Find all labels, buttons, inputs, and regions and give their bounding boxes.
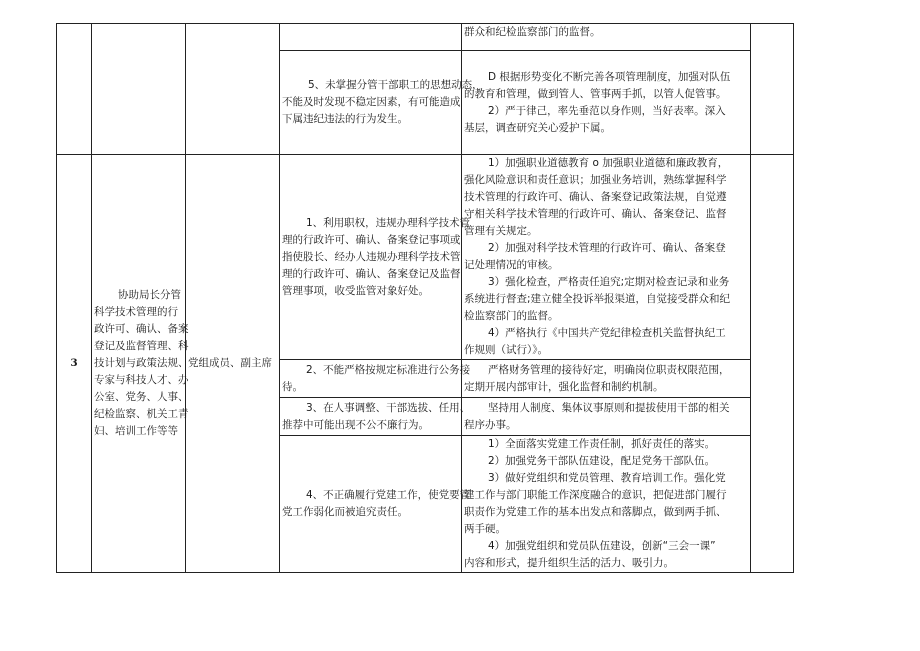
risk-line: 不能及时发现不稳定因素，有可能造成: [282, 96, 461, 108]
measure-line: D 根据形势变化不断完善各项管理制度，加强对队伍: [488, 70, 731, 83]
remark-cell: [751, 155, 794, 573]
measure-line: 职责作为党建工作的基本出发点和落脚点，做到两手抓、: [464, 506, 727, 518]
measure-cell: [462, 51, 751, 155]
risk-line: 指使股长、经办人违规办理科学技术管: [282, 250, 461, 263]
measure-line: 记处理情况的审核。: [464, 259, 559, 271]
number-cell: [57, 24, 92, 155]
measure-line: 2）严于律己，率先垂范以身作则，当好表率。深入: [488, 104, 726, 117]
item-number: 3: [57, 155, 92, 573]
measure-line: 1）加强职业道德教育 o 加强职业道德和廉政教育，: [488, 157, 729, 169]
measure-line: 基层，调查研究关心爱护下属。: [464, 121, 611, 134]
risk-line: 3、在人事调整、干部选拔、任用、: [306, 401, 471, 414]
scope-line: 登记及监督管理、科: [94, 340, 189, 352]
measure-line: 的教育和管理，做到管人、管事两手抓，以管人促管事。: [464, 87, 727, 100]
table-row: [57, 24, 794, 51]
risk-cell: [280, 360, 471, 398]
measure-cell: [462, 24, 751, 51]
measure-line: 严格财务管理的接待好定，明确岗位职责权限范围，: [488, 363, 730, 376]
measure-line: 2）加强党务干部队伍建设，配足党务干部队伍。: [488, 455, 716, 467]
measure-cell: [462, 436, 751, 573]
risk-line: 理的行政许可、确认、备案登记及监督: [282, 267, 461, 280]
risk-line: 1、利用职权，违规办理科学技术管: [306, 216, 471, 229]
scope-cell: [92, 155, 189, 573]
risk-line: 待。: [282, 380, 303, 393]
risk-line: 下属违纪违法的行为发生。: [282, 113, 408, 125]
risk-cell: [280, 436, 471, 573]
table-row: [57, 155, 794, 360]
risk-control-table: [56, 23, 794, 573]
measure-line: 4）严格执行《中国共产党纪律检查机关监督执纪工: [488, 327, 726, 339]
measure-cell: [462, 398, 751, 436]
scope-line: 专家与科技人才、办: [94, 374, 189, 386]
scope-line: 妇、培训工作等等: [94, 425, 178, 437]
measure-line: 3）强化检查，严格责任追究;定期对检查记录和业务: [488, 276, 730, 288]
risk-cell: [280, 51, 483, 155]
scope-cell: [92, 24, 186, 155]
measure-line: 作规则（试行）》。: [464, 344, 548, 356]
risk-line: 4、不正确履行党建工作，使党要管: [306, 489, 471, 501]
scope-line: 政许可、确认、备案: [94, 323, 189, 335]
measure-line: 两手硬。: [464, 523, 506, 535]
measure-line: 4）加强党组织和党员队伍建设，创新“三会一课”: [488, 540, 716, 552]
measure-line: 程序办事。: [464, 418, 517, 431]
measure-line: 3）做好党组织和党员管理、教育培训工作。强化党: [488, 472, 726, 484]
measure-line: 2）加强对科学技术管理的行政许可、确认、备案登: [488, 242, 726, 254]
measure-line: 守相关科学技术管理的行政许可、确认、备案登记、监督: [464, 208, 727, 220]
measure-line: 群众和纪检监察部门的监督。: [464, 26, 601, 38]
measure-line: 检监察部门的监督。: [464, 310, 559, 322]
measure-cell: [462, 155, 751, 360]
risk-line: 5、未掌握分管干部职工的思想动态，: [308, 79, 483, 91]
measure-line: 坚持用人制度、集体议事原则和提拔使用干部的相关: [488, 401, 730, 414]
post-cell: 党组成员、副主席: [186, 155, 280, 573]
risk-cell: [280, 155, 471, 360]
risk-line: 理的行政许可、确认、备案登记事项或: [282, 233, 461, 246]
risk-line: 管理事项，收受监管对象好处。: [282, 284, 429, 297]
scope-line: 协助局长分管: [118, 289, 181, 301]
scope-line: 科学技术管理的行: [94, 306, 178, 318]
scope-line: 技计划与政策法规、: [94, 357, 189, 369]
risk-cell: [280, 24, 462, 51]
risk-line: 推荐中可能出现不公不廉行为。: [282, 418, 429, 431]
measure-line: 1）全面落实党建工作责任制，抓好责任的落实。: [488, 438, 716, 450]
measure-line: 强化风险意识和责任意识；加强业务培训，熟练掌握科学: [464, 174, 727, 186]
risk-line: 2、不能严格按规定标准进行公务接: [306, 363, 471, 376]
risk-cell: [280, 398, 471, 436]
risk-line: 党工作弱化而被追究责任。: [282, 506, 408, 518]
remark-cell: [751, 24, 794, 155]
scope-line: 纪检监察、机关工青: [94, 408, 189, 420]
measure-line: 技术管理的行政许可、确认、备案登记政策法规，自觉遵: [464, 191, 727, 203]
scope-line: 公室、党务、人事、: [94, 391, 189, 403]
measure-line: 定期开展内部审计，强化监督和制约机制。: [464, 380, 664, 393]
post-cell: [186, 24, 280, 155]
measure-line: 系统进行督查;建立健全投诉举报渠道，自觉接受群众和纪: [464, 293, 731, 305]
measure-line: 建工作与部门职能工作深度融合的意识，把促进部门履行: [464, 489, 727, 501]
measure-line: 管理有关规定。: [464, 225, 538, 237]
measure-line: 内容和形式，提升组织生活的活力、吸引力。: [464, 557, 674, 569]
measure-cell: [462, 360, 751, 398]
